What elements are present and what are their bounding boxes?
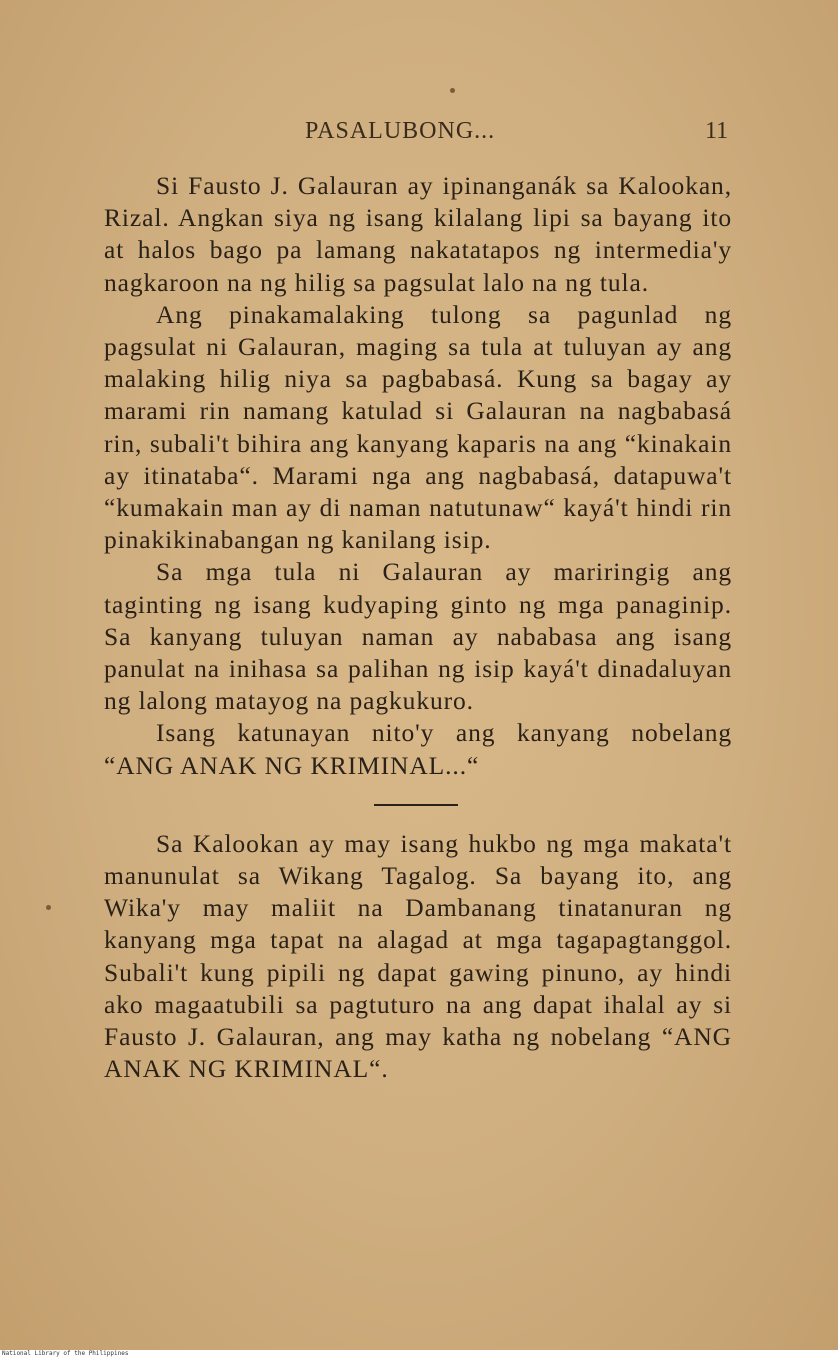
ink-speck bbox=[450, 88, 455, 93]
running-title: PASALUBONG... bbox=[305, 118, 496, 144]
footer bbox=[0, 1350, 838, 1358]
paragraph: Sa Kalookan ay may isang hukbo ng mga makata't manunulat sa Wikang Tagalog. Sa bayang ito, ang Wika'y may maliit na Dambanang tinatanuran ng kanyang mga tapat na alagad at mga tagapagtanggol. Subali't kung pipili ng dapat gawing pinuno, ay hindi ako magaatubili sa pagtuturo na ang dapat ihalal ay si Fausto J. Galauran, ang may katha ng nobelang “ANG ANAK NG KRIMINAL“. bbox=[104, 828, 732, 1084]
ink-speck bbox=[46, 905, 51, 910]
body-text bbox=[104, 170, 732, 1085]
paragraph: Ang pinakamalaking tulong sa pagunlad ng pagsulat ni Galauran, maging sa tula at tuluyan ay ang malaking hilig niya sa pagbabasá. Kung sa bagay ay marami rin namang katulad si Galauran na nagbabasá rin, subali't bihira ang kanyang kaparis na ang “kinakain ay itinataba“. Marami nga ang nagbabasá, datapuwa't “kumakain man ay di naman natutunaw“ kayá't hindi rin pinakikinabangan ng kanilang isip. bbox=[104, 299, 732, 555]
paragraph: Sa mga tula ni Galauran ay mariringig ang taginting ng isang kudyaping ginto ng mga panaginip. Sa kanyang tuluyan naman ay nababasa ang isang panulat na inihasa sa palihan ng isip kayá't dinadaluyan ng lalong matayog na pagkukuro. bbox=[104, 557, 732, 716]
paragraph: Isang katunayan nito'y ang kanyang nobelang “ANG ANAK NG KRIMINAL...“ bbox=[104, 718, 732, 780]
page-header bbox=[0, 118, 838, 152]
section-divider bbox=[374, 804, 458, 806]
page-number: 11 bbox=[705, 118, 729, 144]
footer-credit: National Library of the Philippines bbox=[2, 1350, 129, 1357]
paragraph: Si Fausto J. Galauran ay ipinanganák sa Kalookan, Rizal. Angkan siya ng isang kilalang lipi sa bayang ito at halos bago pa lamang nakatatapos ng intermedia'y nagkaroon na ng hilig sa pagsulat lalo na ng tula. bbox=[104, 171, 732, 297]
